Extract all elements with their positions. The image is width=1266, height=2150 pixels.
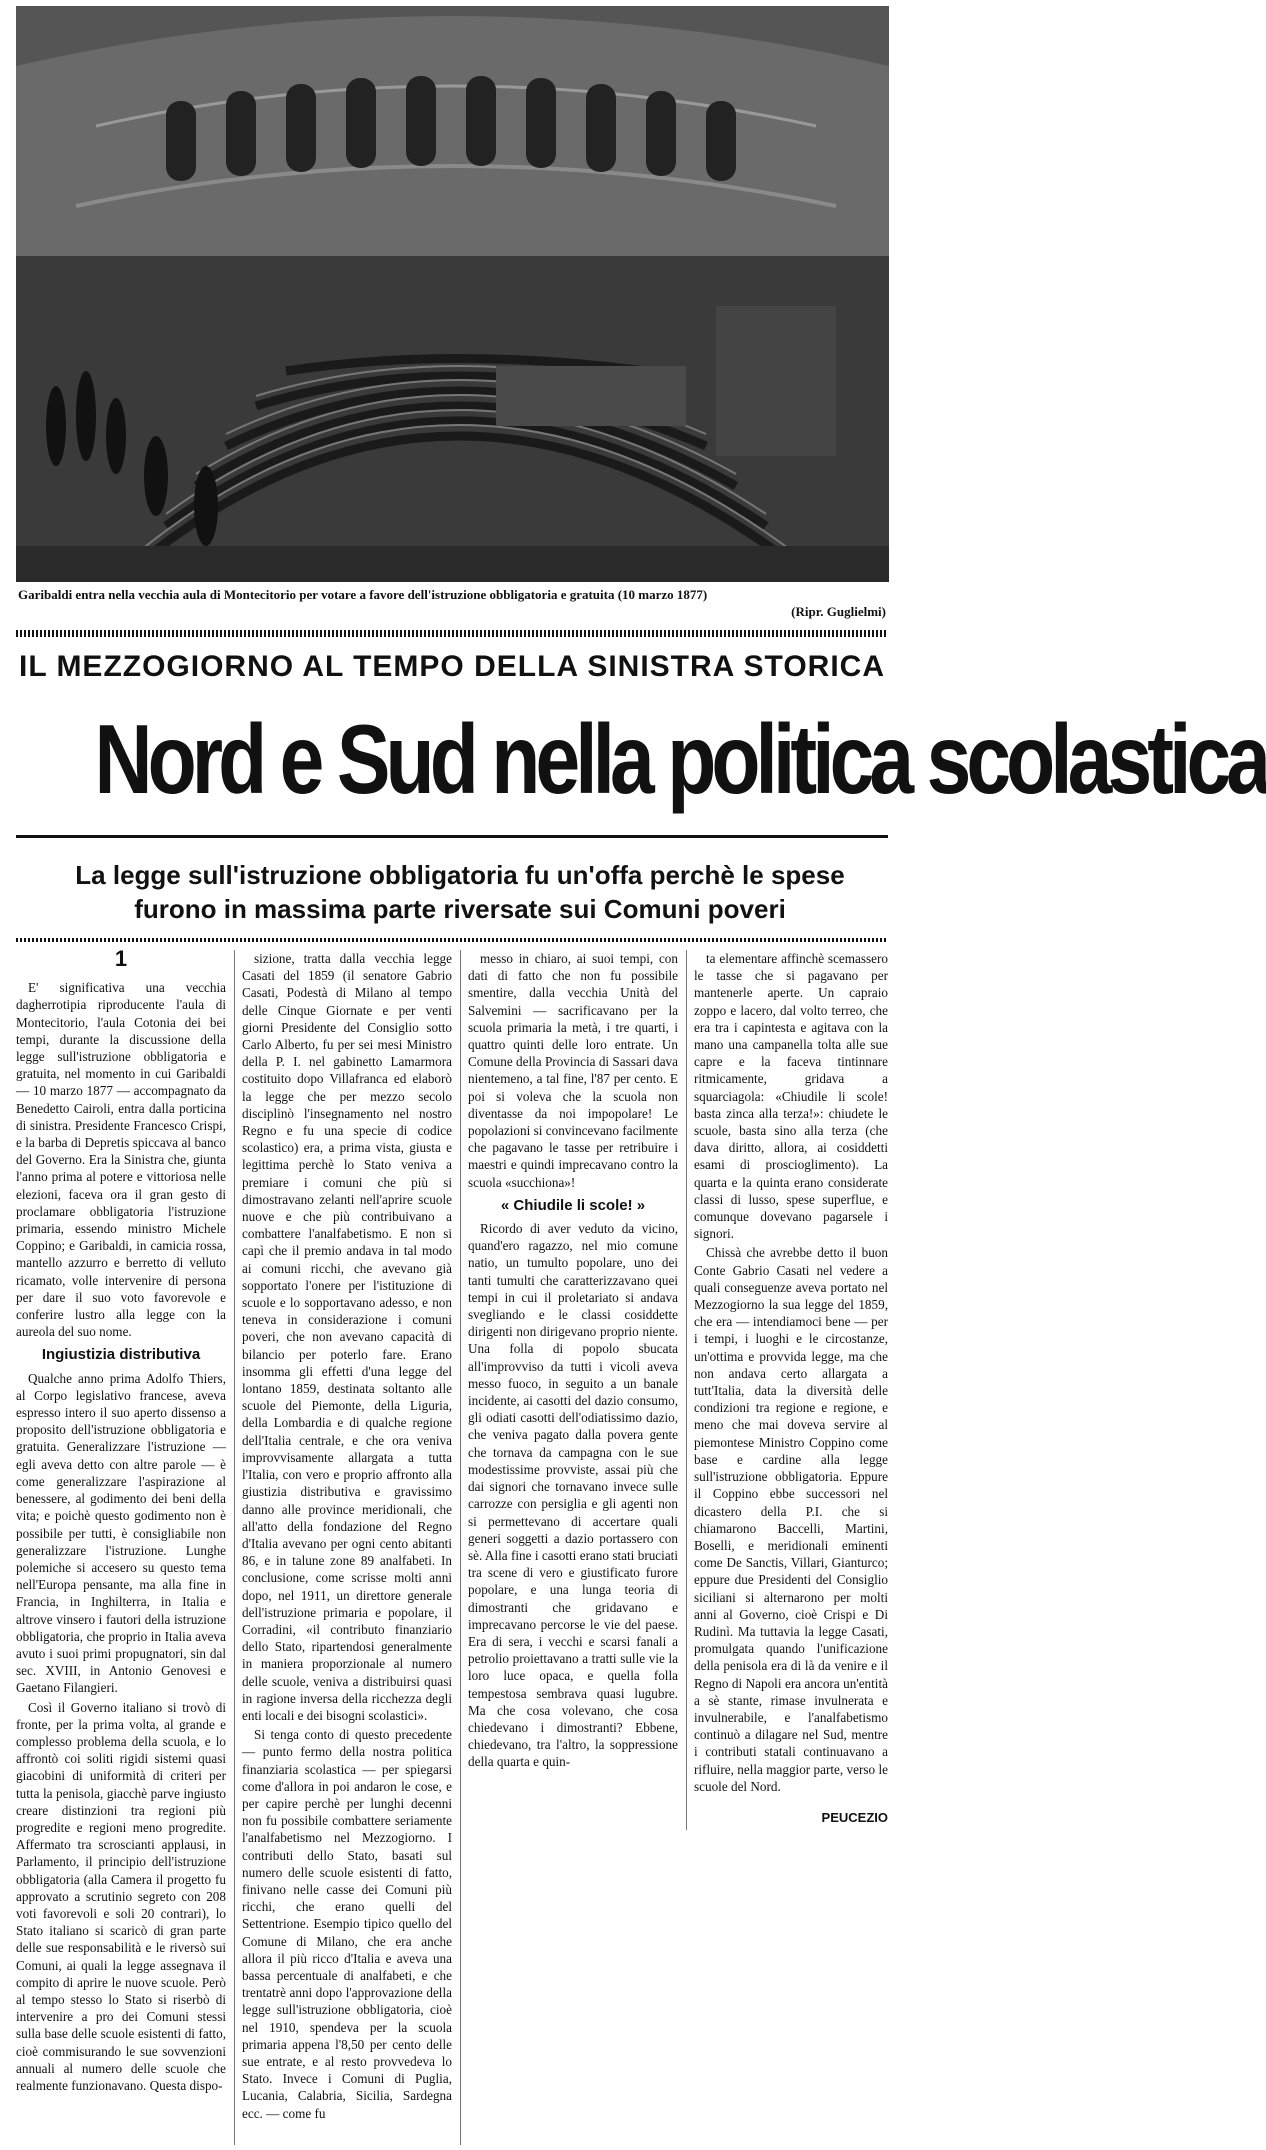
- kicker: IL MEZZOGIORNO AL TEMPO DELLA SINISTRA STORICA: [18, 650, 886, 683]
- photo-montecitorio-chamber: [16, 6, 889, 582]
- photo-illustration: [16, 6, 889, 582]
- paragraph: ta elementare affinchè scemassero le tasse che si pagavano per mantenerle aperte. Un capraio zoppo e lacero, dal volto terreo, che era tra i capintesta e agitava con la mano una campanella tolta alle sue capre e la faceva tintinnare ritmicamente, gridava a squarciagola: «Chiudile li scole! basta zinca alla terza!»: chiudete le scuole, basta sino alla terza (che dava diritto, allora, ai cosiddetti esami di proscioglimento). La quarta e la quinta erano considerate classi di lusso, spese superflue, e comunque dovevano pagarsele i signori.: [694, 951, 888, 1242]
- headline: Nord e Sud nella politica scolastica: [94, 704, 1266, 814]
- paragraph: Qualche anno prima Adolfo Thiers, al Corpo legislativo francese, aveva espresso intero il suo aperto dissenso a proposito dell'istruzione obbligatoria e gratuita. Generalizzare l'istruzione — egli aveva detto con altre parole — è come generalizzare l'aspirazione al benessere, al godimento dei beni della vita; e poichè questo godimento non è possibile per tutti, è consigliabile non generalizzare l'istruzione. Lunghe polemiche si accesero su questo tema nell'Europa pensante, ma alla fine in Francia, in Inghilterra, in Italia e altrove vinsero i fautori della istruzione obbligatoria, che proprio in Italia aveva avuto i suoi primi propugnatori, sin dal sec. XVIII, in Antonio Genovesi e Gaetano Filangieri.: [16, 1370, 226, 1696]
- paragraph: Si tenga conto di questo precedente — punto fermo della nostra politica finanziaria scolastica — per spiegarsi come d'allora in poi andaron le cose, e per capire perchè per lunghi decenni non fu possibile combattere seriamente l'analfabetismo nel Mezzogiorno. I contributi dello Stato, basati sul numero delle scuole esistenti di fatto, finivano nelle casse dei Comuni più ricchi, che erano quelli del Settentrione. Esempio tipico quello del Comune di Milano, che era anche allora il più ricco d'Italia e aveva una bassa percentuale di analfabeti, e che trentatrè anni dopo l'approvazione della legge sull'istruzione obbligatoria, cioè nel 1910, spendeva per la scuola primaria appena l'8,50 per cento delle sue entrate, e al resto provvedeva lo Stato. Invece i Comuni di Puglia, Lucania, Calabria, Sicilia, Sardegna ecc. — come fu: [242, 1727, 452, 2121]
- article-column-4: [694, 950, 888, 1826]
- paragraph: sizione, tratta dalla vecchia legge Casati del 1859 (il senatore Gabrio Casati, Podestà di Milano al tempo delle Cinque Giornate e per venti giorni Presidente del Consiglio sotto Carlo Alberto, fu per sei mesi Ministro della P. I. nel gabinetto Lamarmora costituito dopo Villafranca ed elaborò la legge che per mezzo secolo disciplinò l'insegnamento nel nostro Regno e fu una specie di codice scolastico) era, a prima vista, giusta e legittima perchè lo Stato veniva a premiare i comuni che più si dimostravano zelanti nell'aprire scuole nuove e che più contribuivano a combattere l'analfabetismo. E non si capì che il premio andava in tal modo ai comuni ricchi, che avevano già sopportato l'onere per l'istituzione di scuole e lo sopportavano adesso, e non teneva in considerazione i comuni poveri, che non avevano capacità di bilancio per poterlo fare. Erano insomma gli effetti d'una legge del lontano 1859, destinata soltanto alle scuole del Piemonte, della Liguria, della Lombardia e di qualche regione dell'Italia centrale, e che ora veniva improvvisamente allargata a tutta l'Italia, con vero e proprio affronto alla giustizia distributiva e gravissimo danno alle province meridionali, che all'atto della fondazione del Regno d'Italia avevano per ogni cento abitanti 86, e in talune zone 89 analfabeti. In conclusione, come scrisse molti anni dopo, nel 1911, un direttore generale dell'istruzione primaria e popolare, il Corradini, «il contributo finanziario dello Stato, ripartendosi generalmente in maniera proporzionale al numero delle scuole, veniva a distribuirsi quasi in ragione inversa della ricchezza degli enti locali e dei bisogni scolastici».: [242, 951, 452, 1723]
- section-subhead: Ingiustizia distributiva: [41, 1346, 201, 1364]
- paragraph: messo in chiaro, ai suoi tempi, con dati di fatto che non fu possibile smentire, dalla vecchia Unità del Salvemini — sacrificavano per la scuola primaria la metà, i tre quarti, i quattro quinti delle loro entrate. Un Comune della Provincia di Sassari dava nientemeno, a tal fine, l'87 per cento. E poi si voleva che la scuola non diventasse da noi impopolare! Le popolazioni si convincevano facilmente che pagavano le tasse per retribuire i maestri e quindi imprecavano contro la scuola «succhiona»!: [468, 951, 678, 1190]
- divider-hatched-lower: [16, 938, 888, 942]
- divider-thick: [16, 835, 888, 838]
- column-divider: [460, 950, 461, 2145]
- paragraph: Ricordo di aver veduto da vicino, quand'ero ragazzo, nel mio comune natio, un tumulto popolare, uno dei tanti tumulti che caratterizzavano quei tempi in cui il proletariato si andava svegliando e le classi cosiddette dirigenti non dirigevano proprio niente. Una folla di popolo sbucata all'improvviso da tutti i vicoli aveva messo fuoco, in seguito a un banale incidente, ai casotti del dazio consumo, gli odiati casotti dell'odiatissimo dazio, che veniva pagato dalla povera gente che tornava da campagna con le sue modestissime provviste, assai più che dai signori che tornavano invece sulle carrozze con persiglia e gli agenti non si permettevano di accertare quali generi soggetti a dazio portassero con sè. Alla fine i casotti erano stati bruciati tra scene di vero e giustificato furore popolare, e una lunga teoria di dimostranti che gridavano e imprecavano percorse le vie del paese. Era di sera, i vecchi e scarsi fanali a petrolio proiettavano a tratti sulle vie la loro luce opaca, e quella folla tempestosa sembrava quasi lugubre. Ma che cosa volevano, che cosa chiedevano i dimostranti? Ebbene, chiedevano, tra l'altro, la soppressione della quarta e quin-: [468, 1221, 678, 1770]
- subheadline: La legge sull'istruzione obbligatoria fu un'offa perchè le spese furono in massima parte riversate sui Comuni poveri: [75, 860, 845, 924]
- article-column-1: [16, 946, 226, 2096]
- paragraph: Chissà che avrebbe detto il buon Conte Gabrio Casati nel vedere a quali conseguenze aveva portato nel Mezzogiorno la sua legge del 1859, che era — intendiamoci bene — per i tempi, i luoghi e le circostanze, un'ottima e provvida legge, ma che non andava certo allargata a tutt'Italia, data la diversità delle condizioni tra regione e regione, e meno che mai doveva servire al piemontese Ministro Coppino come base e cardine alla legge sull'istruzione obbligatoria. Eppure il Coppino ebbe successori nel dicastero della P.I. che si chiamarono Baccelli, Martini, Boselli, e meridionali eminenti come De Sanctis, Villari, Gianturco; eppure due Presidenti del Consiglio siciliani si alternarono per molti anni al Governo, cioè Crispi e Di Rudinì. Ma tuttavia la legge Casati, promulgata quando l'unificazione della penisola era di là da venire e il Regno di Napoli era ancora un'entità a sè stante, rimase invulnerata e invulnerabile, e l'analfabetismo continuò a dilagare nel Sud, mentre i contributi statali continuavano a rifluire, nella maggior parte, verso le scuole del Nord.: [694, 1245, 888, 1794]
- article-body: [16, 946, 888, 2145]
- article-column-2: [242, 950, 452, 2124]
- section-number: 1: [114, 946, 128, 971]
- column-divider: [686, 950, 687, 1830]
- divider-hatched: [16, 630, 888, 637]
- author-signature: PEUCEZIO: [821, 1809, 888, 1825]
- column-divider: [234, 950, 235, 2145]
- article-column-3: [468, 950, 678, 1773]
- photo-caption: [18, 586, 886, 619]
- photo-caption-text: Garibaldi entra nella vecchia aula di Montecitorio per votare a favore dell'istruzione obbligatoria e gratuita (10 marzo 1877): [18, 587, 708, 602]
- photo-credit: (Ripr. Guglielmi): [791, 604, 886, 619]
- paragraph: Così il Governo italiano si trovò di fronte, per la prima volta, al grande e complesso problema della scuola, e lo affrontò coi soliti rigidi sistemi quasi giacobini di uniformità di criteri per tutta la penisola, giacchè parve ingiusto creare distinzioni tra regioni più progredite e regioni meno progredite. Affermato tra scroscianti applausi, in Parlamento, il principio dell'istruzione obbligatoria (alla Camera il progetto fu approvato a scrutinio segreto con 208 voti favorevoli e soli 20 contrari), lo Stato italiano si scaricò di gran parte delle sue responsabilità e le riversò sui Comuni, ai quali la legge assegnava il compito di aprire le nuove scuole. Però al tempo stesso lo Stato si riserbò di intervenire a pro dei Comuni stessi sulla base delle scuole esistenti di fatto, cioè commisurando le sue sovvenzioni annuali al numero delle scuole che realmente funzionavano. Questa dispo-: [16, 1699, 226, 2093]
- section-subhead: « Chiudile li scole! »: [500, 1196, 646, 1214]
- paragraph: E' significativa una vecchia dagherrotipia riproducente l'aula di Montecitorio, l'aula Cotonia dei bei tempi, durante la discussione della legge sull'istruzione obbligatoria e gratuita, nel momento in cui Garibaldi — 10 marzo 1877 — accompagnato da Benedetto Cairoli, entra dalla porticina di sinistra. Presidente Francesco Crispi, e la barba di Depretis spiccava al banco del Governo. Era la Sinistra che, giunta l'anno prima al potere e vittoriosa nelle elezioni, faceva ora il gran gesto di proclamare obbligatoria l'istruzione primaria, essendo ministro Michele Coppino; e Garibaldi, in camicia rossa, mantello azzurro e berretto di velluto ricamato, volle intervenire di persona per dare il suo voto favorevole e conferire lustro alla legge con la aureola del suo nome.: [16, 980, 226, 1340]
